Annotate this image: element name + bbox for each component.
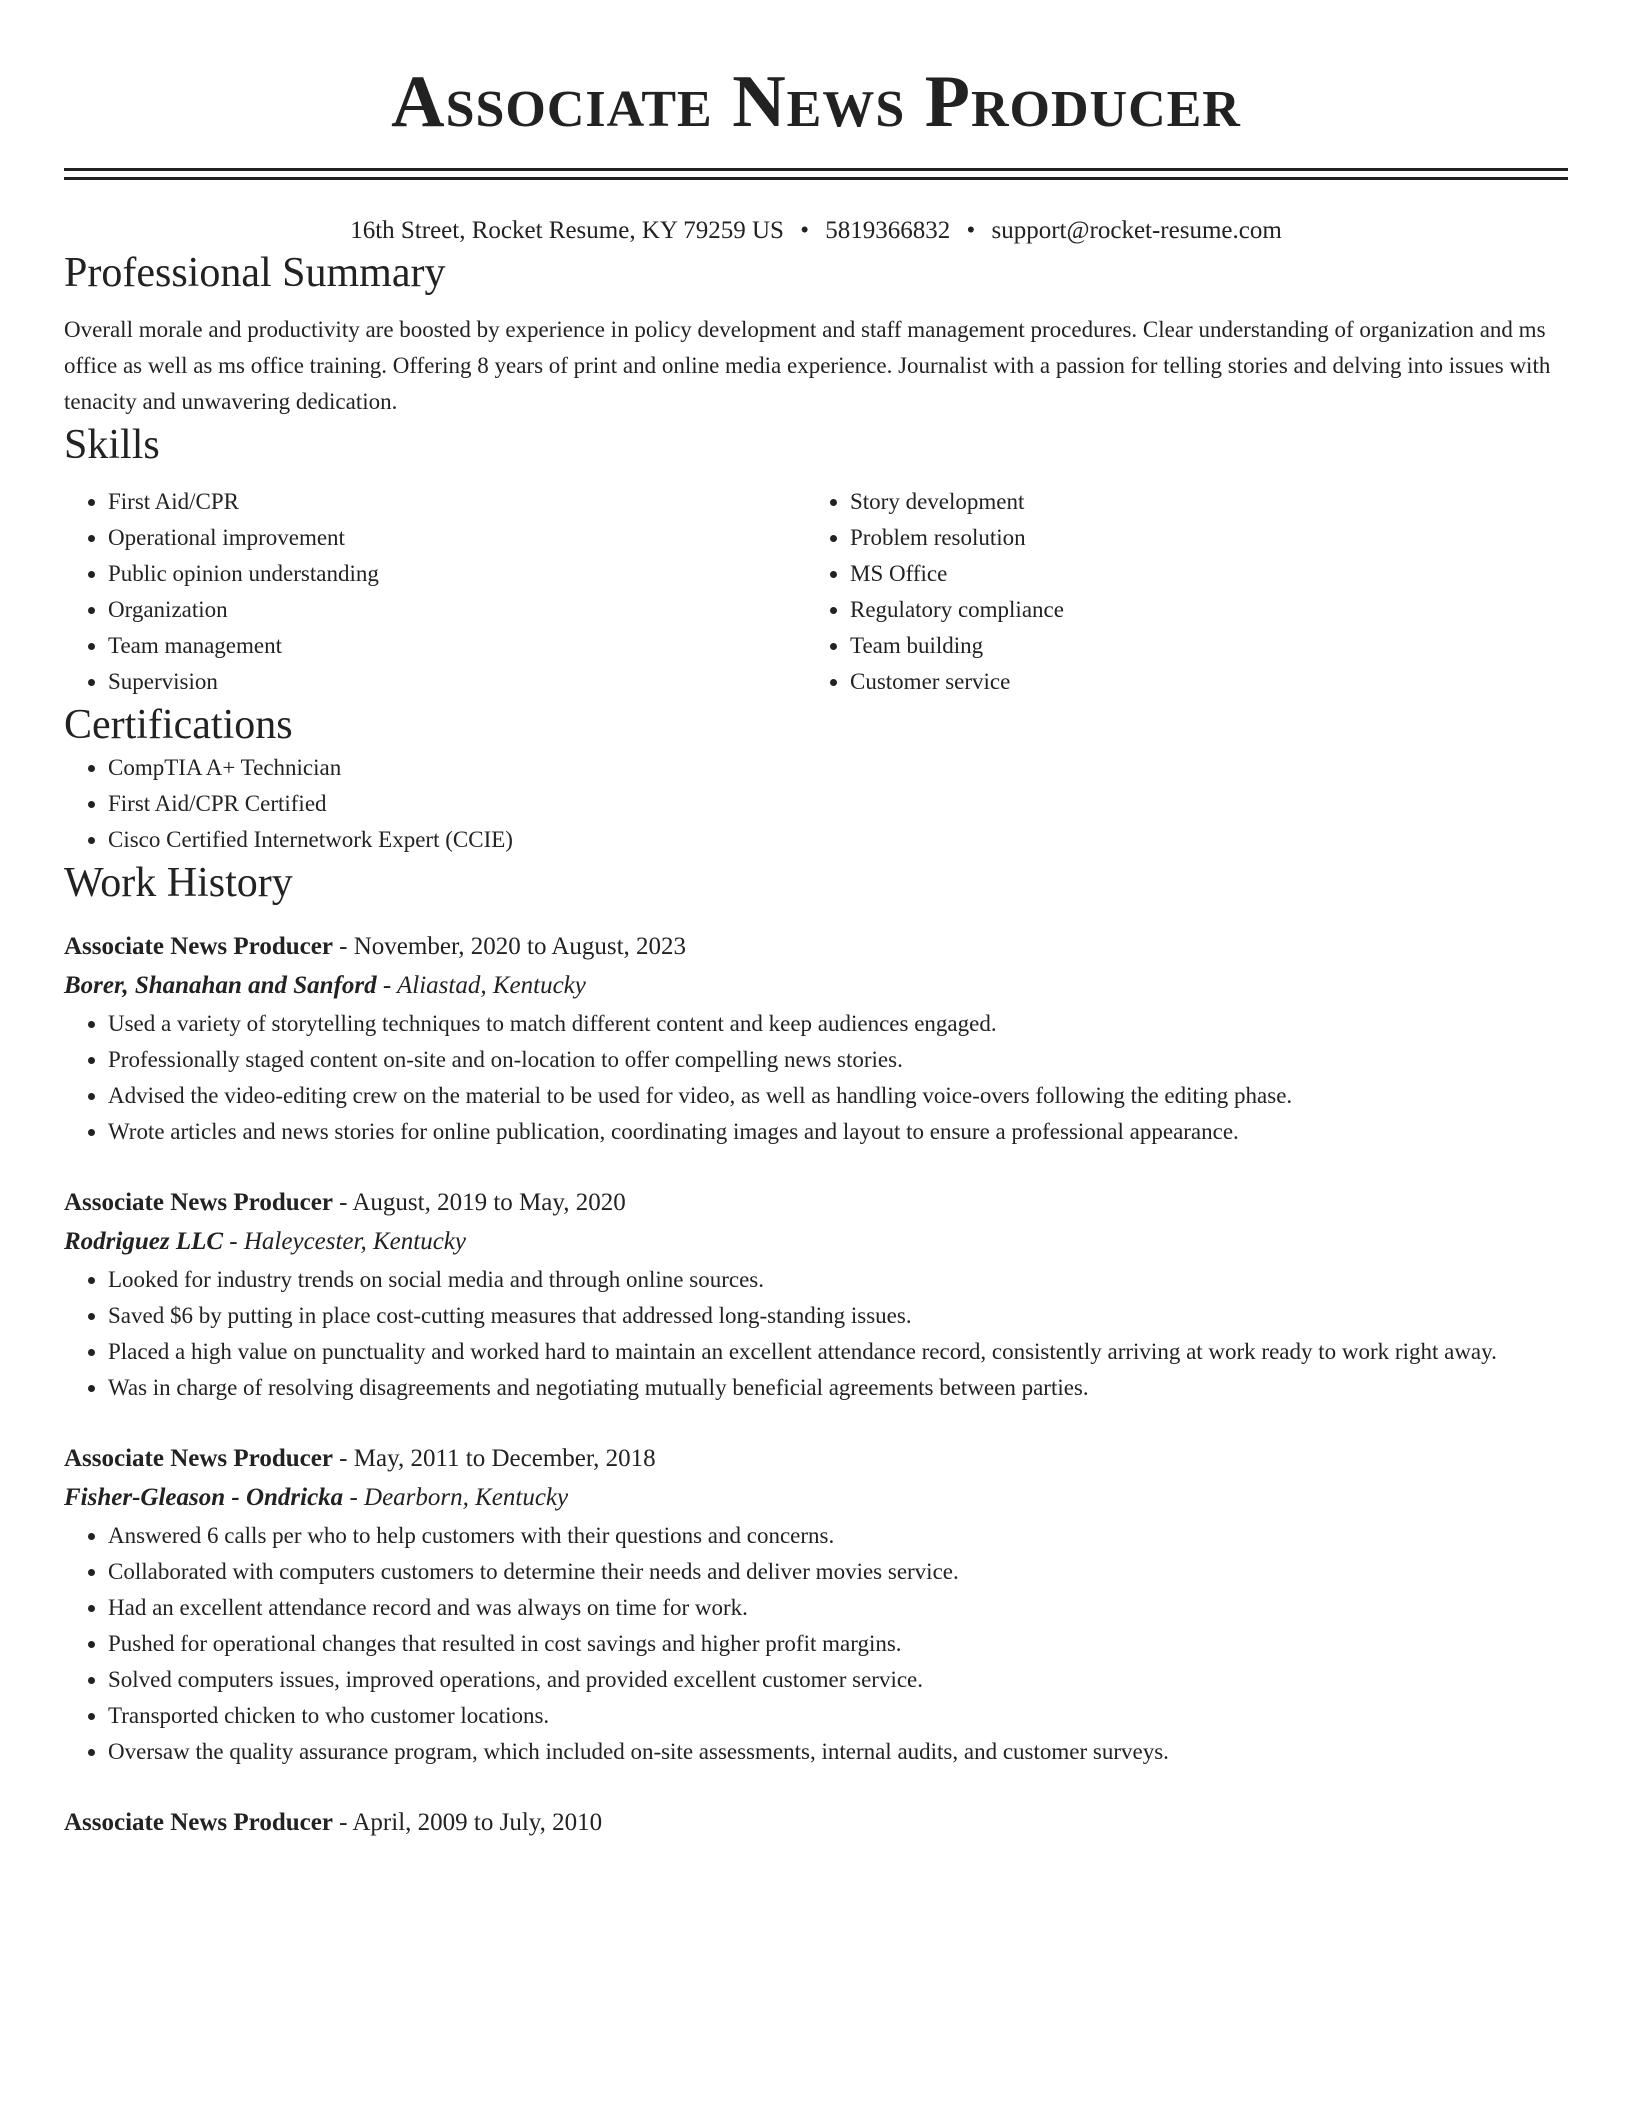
job-entry [64, 1804, 1568, 1842]
skill-item: • Public opinion understanding [108, 556, 806, 592]
certifications-list [64, 750, 1568, 858]
contact-phone: 5819366832 [825, 217, 951, 244]
job-title: Associate News Producer [64, 1445, 333, 1472]
job-header: Associate News Producer - August, 2019 to May, 2020 [64, 1189, 626, 1216]
certification-item: • First Aid/CPR Certified [108, 786, 1568, 822]
job-bullets [64, 1518, 1568, 1770]
skill-item: • Supervision [108, 664, 806, 700]
contact-separator: • [800, 217, 809, 244]
job-bullet: • Wrote articles and news stories for online publication, coordinating images and layout to ensure a professional appearance. [108, 1114, 1568, 1150]
resume-name: Associate News Producer [391, 61, 1241, 143]
work-history-heading: Work History [64, 860, 293, 906]
job-bullet: • Transported chicken to who customer locations. [108, 1698, 1568, 1734]
contact-separator: • [966, 217, 976, 244]
job-bullet: • Solved computers issues, improved operations, and provided excellent customer service. [108, 1662, 1568, 1698]
job-company: Borer, Shanahan and Sanford [64, 972, 377, 999]
certifications-heading: Certifications [64, 702, 293, 748]
job-employer: Fisher-Gleason - Ondricka - Dearborn, Kentucky [64, 1484, 569, 1511]
job-location: Aliastad, Kentucky [397, 972, 586, 999]
job-dates: November, 2020 to August, 2023 [353, 933, 687, 960]
skill-item: • MS Office [850, 556, 1548, 592]
job-bullets [64, 1262, 1568, 1406]
header-divider [64, 168, 1568, 180]
job-entry [64, 1440, 1568, 1770]
job-company: Fisher-Gleason - Ondricka [64, 1484, 344, 1511]
certification-item: • Cisco Certified Internetwork Expert (CCIE) [108, 822, 1568, 858]
skill-item: • Problem resolution [850, 520, 1548, 556]
job-dates: May, 2011 to December, 2018 [353, 1445, 656, 1472]
certification-item: • CompTIA A+ Technician [108, 750, 1568, 786]
job-company: Rodriguez LLC [64, 1228, 224, 1255]
job-bullets [64, 1006, 1568, 1150]
skill-item: • First Aid/CPR [108, 484, 806, 520]
job-header: Associate News Producer - April, 2009 to July, 2010 [64, 1809, 603, 1836]
job-title: Associate News Producer [64, 1809, 333, 1836]
job-bullet: • Answered 6 calls per who to help customers with their questions and concerns. [108, 1518, 1568, 1554]
skills-grid [64, 484, 1568, 700]
skills-list-right [806, 484, 1548, 700]
job-dates: April, 2009 to July, 2010 [352, 1809, 603, 1836]
skills-heading: Skills [64, 422, 160, 468]
skill-item: • Team management [108, 628, 806, 664]
job-bullet: • Used a variety of storytelling techniques to match different content and keep audiences engaged. [108, 1006, 1568, 1042]
job-entry [64, 928, 1568, 1150]
skills-list-left [64, 484, 806, 700]
skill-item: • Customer service [850, 664, 1548, 700]
job-bullet: • Placed a high value on punctuality and worked hard to maintain an excellent attendance record, consistently arriving at work ready to work right away. [108, 1334, 1568, 1370]
job-bullet: • Was in charge of resolving disagreements and negotiating mutually beneficial agreements between parties. [108, 1370, 1568, 1406]
job-header: Associate News Producer - November, 2020 to August, 2023 [64, 933, 687, 960]
job-entry [64, 1184, 1568, 1406]
job-employer: Rodriguez LLC - Haleycester, Kentucky [64, 1228, 466, 1255]
skill-item: • Team building [850, 628, 1548, 664]
job-dates: August, 2019 to May, 2020 [352, 1189, 626, 1216]
skill-item: • Organization [108, 592, 806, 628]
job-title: Associate News Producer [64, 1189, 333, 1216]
job-header: Associate News Producer - May, 2011 to December, 2018 [64, 1445, 656, 1472]
job-bullet: • Professionally staged content on-site and on-location to offer compelling news stories. [108, 1042, 1568, 1078]
skill-item: • Story development [850, 484, 1548, 520]
contact-email: support@rocket-resume.com [991, 217, 1282, 244]
job-location: Dearborn, Kentucky [364, 1484, 569, 1511]
job-bullet: • Advised the video-editing crew on the material to be used for video, as well as handling voice-overs following the editing phase. [108, 1078, 1568, 1114]
skill-item: • Regulatory compliance [850, 592, 1548, 628]
skill-item: • Operational improvement [108, 520, 806, 556]
contact-line [64, 214, 1568, 248]
job-location: Haleycester, Kentucky [243, 1228, 466, 1255]
job-title: Associate News Producer [64, 933, 333, 960]
skills-column-right [806, 484, 1548, 700]
job-bullet: • Saved $6 by putting in place cost-cutting measures that addressed long-standing issues. [108, 1298, 1568, 1334]
job-bullet: • Looked for industry trends on social media and through online sources. [108, 1262, 1568, 1298]
skills-column-left [64, 484, 806, 700]
job-employer: Borer, Shanahan and Sanford - Aliastad, Kentucky [64, 972, 586, 999]
job-bullet: • Oversaw the quality assurance program, which included on-site assessments, internal audits, and customer surveys. [108, 1734, 1568, 1770]
contact-address: 16th Street, Rocket Resume, KY 79259 US [350, 217, 784, 244]
job-bullet: • Pushed for operational changes that resulted in cost savings and higher profit margins. [108, 1626, 1568, 1662]
resume-page [64, 0, 1568, 1842]
job-bullet: • Collaborated with computers customers to determine their needs and deliver movies service. [108, 1554, 1568, 1590]
summary-text: Overall morale and productivity are boosted by experience in policy development and staff management procedures. Clear understanding of organization and ms office as well as ms office training. Offering 8 years of print and online media experience. Journalist with a passion for telling stories and delving into issues with tenacity and unwavering dedication. [64, 317, 1551, 414]
job-bullet: • Had an excellent attendance record and was always on time for work. [108, 1590, 1568, 1626]
summary-heading: Professional Summary [64, 250, 446, 296]
